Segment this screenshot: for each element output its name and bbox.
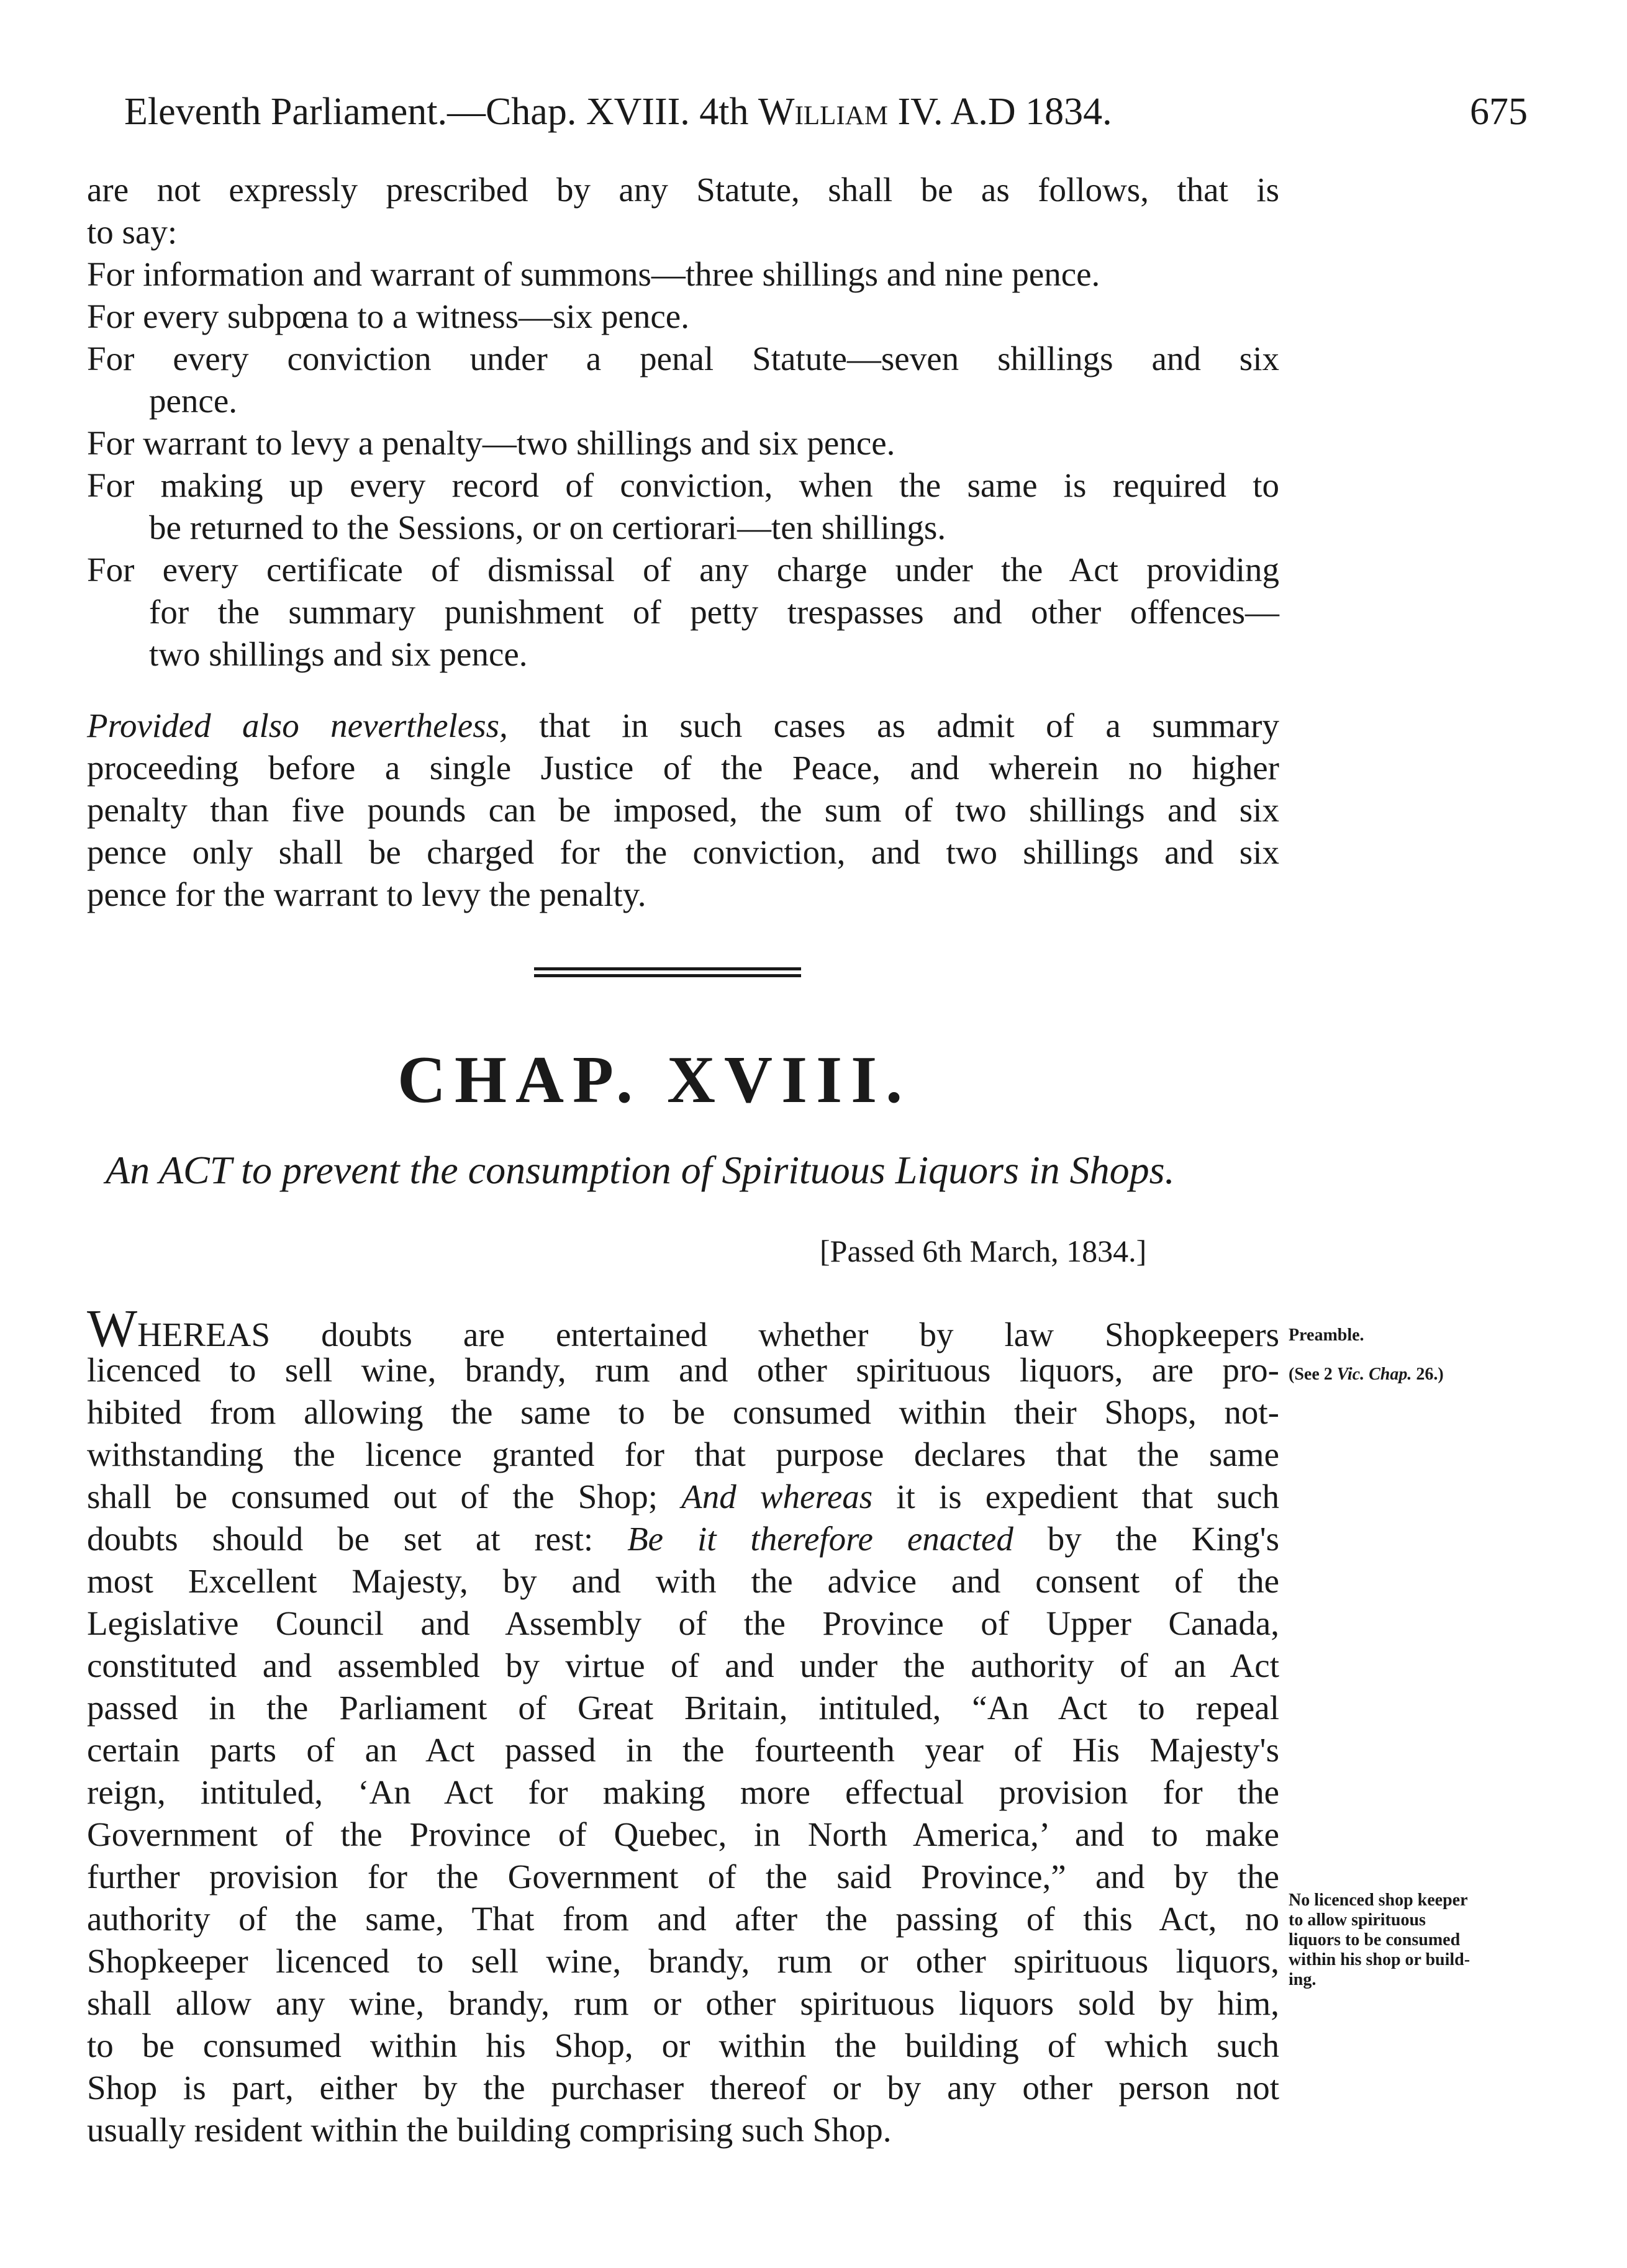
- text-line: Shopkeeper licenced to sell wine, brandy, rum or other spirituous liquors,: [87, 1942, 1279, 1980]
- text-span: that in such cases as admit of a summary: [507, 707, 1279, 744]
- text-line: Government of the Province of Quebec, in North America,’ and to make: [87, 1815, 1279, 1853]
- margin-note-line: liquors to be consumed: [1289, 1930, 1461, 1949]
- text-span: shall be consumed out of the Shop;: [87, 1478, 682, 1516]
- text-line: proceeding before a single Justice of the Peace, and wherein no higher: [87, 749, 1279, 787]
- text-span: by the King's: [1013, 1520, 1280, 1558]
- act-title: An ACT to prevent the consumption of Spirituous Liquors in Shops.: [106, 1148, 1175, 1192]
- previous-section-fees: [87, 169, 1279, 675]
- text-line: For information and warrant of summons—three shillings and nine pence.: [87, 255, 1100, 293]
- running-header: [124, 87, 1528, 137]
- text-span: (See 2: [1289, 1365, 1337, 1384]
- header-title-part: Eleventh Parliament.—Chap. XVIII. 4th: [124, 91, 759, 133]
- text-line: [87, 1298, 1279, 1358]
- text-line: Legislative Council and Assembly of the Province of Upper Canada,: [87, 1604, 1279, 1642]
- text-line: licenced to sell wine, brandy, rum and other spirituous liquors, are pro-: [87, 1351, 1279, 1389]
- margin-note-cross-reference: [1289, 1365, 1525, 1385]
- margin-note-line: ing.: [1289, 1970, 1317, 1989]
- margin-note-line: to allow spirituous: [1289, 1910, 1426, 1930]
- text-line: two shillings and six pence.: [149, 635, 528, 673]
- drop-cap: W: [87, 1298, 138, 1358]
- text-line: For every subpœna to a witness—six pence.: [87, 297, 689, 335]
- margin-note-line: within his shop or build-: [1289, 1950, 1471, 1969]
- text-span: HEREAS doubts are entertained whether by law Shopkeepers: [137, 1316, 1279, 1353]
- text-span-italic: And whereas: [681, 1478, 873, 1516]
- text-line: passed in the Parliament of Great Britain, intituled, “An Act to repeal: [87, 1689, 1279, 1727]
- text-line: Shop is part, either by the purchaser thereof or by any other person not: [87, 2069, 1279, 2107]
- text-line: withstanding the licence granted for that purpose declares that the same: [87, 1435, 1279, 1473]
- text-line: For every conviction under a penal Statute—seven shillings and six: [87, 340, 1279, 377]
- text-line: [87, 1518, 1279, 1560]
- text-line: further provision for the Government of the said Province,” and by the: [87, 1858, 1279, 1895]
- section-divider-rule: [534, 967, 801, 977]
- text-line: to say:: [87, 213, 178, 251]
- text-line: be returned to the Sessions, or on certiorari—ten shillings.: [149, 508, 946, 546]
- margin-note-shop-rule: [1289, 1891, 1525, 1990]
- text-span: 26.): [1412, 1365, 1444, 1384]
- text-line: For warrant to levy a penalty—two shillings and six pence.: [87, 424, 895, 462]
- text-line: For making up every record of conviction, when the same is required to: [87, 466, 1279, 504]
- text-span-italic: Be it therefore enacted: [627, 1520, 1013, 1558]
- text-line: authority of the same, That from and after the passing of this Act, no: [87, 1900, 1279, 1938]
- text-line: constituted and assembled by virtue of and under the authority of an Act: [87, 1647, 1279, 1684]
- text-line: [87, 1476, 1279, 1518]
- text-span: it is expedient that such: [872, 1478, 1279, 1516]
- proviso-italic-lead: Provided also nevertheless,: [87, 707, 508, 744]
- text-line: shall allow any wine, brandy, rum or other spirituous liquors sold by him,: [87, 1984, 1279, 2022]
- text-line: to be consumed within his Shop, or within the building of which such: [87, 2026, 1279, 2064]
- header-title-part: IV. A.D 1834.: [888, 91, 1112, 133]
- chapter-heading: CHAP. XVIII.: [397, 1043, 912, 1117]
- text-line: pence only shall be charged for the conviction, and two shillings and six: [87, 833, 1279, 871]
- text-line: reign, intituled, ‘An Act for making more effectual provision for the: [87, 1773, 1279, 1811]
- passed-date: [Passed 6th March, 1834.]: [820, 1234, 1147, 1268]
- text-line: pence for the warrant to levy the penalty.: [87, 875, 646, 913]
- text-line: pence.: [149, 382, 237, 420]
- margin-note-preamble: Preamble.: [1289, 1326, 1364, 1345]
- text-span: doubts should be set at rest:: [87, 1520, 628, 1558]
- text-line: hibited from allowing the same to be consumed within their Shops, not-: [87, 1393, 1279, 1431]
- text-line: most Excellent Majesty, by and with the advice and consent of the: [87, 1562, 1279, 1600]
- text-line: certain parts of an Act passed in the fourteenth year of His Majesty's: [87, 1731, 1279, 1769]
- header-title-smallcaps: William: [758, 91, 889, 133]
- preamble-paragraph: [87, 1298, 1280, 2151]
- text-span-italic: Vic. Chap.: [1336, 1365, 1412, 1384]
- text-line: penalty than five pounds can be imposed, the sum of two shillings and six: [87, 791, 1279, 829]
- page-number: 675: [1470, 91, 1528, 133]
- margin-note-line: No licenced shop keeper: [1289, 1891, 1468, 1910]
- text-line: usually resident within the building comprising such Shop.: [87, 2111, 892, 2149]
- proviso-paragraph: [87, 705, 1279, 916]
- running-header-title: [124, 87, 1112, 137]
- text-line: For every certificate of dismissal of any charge under the Act providing: [87, 551, 1279, 589]
- text-line: for the summary punishment of petty trespasses and other offences—: [149, 593, 1279, 631]
- text-line: are not expressly prescribed by any Statute, shall be as follows, that is: [87, 171, 1279, 209]
- text-line: [87, 705, 1279, 747]
